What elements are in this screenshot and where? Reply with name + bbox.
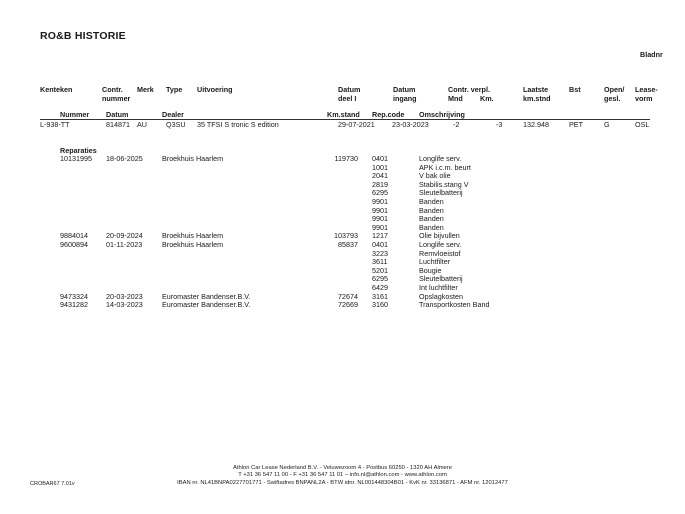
repair-omschrijving: Int luchtfilter xyxy=(419,283,458,292)
header-vorm: vorm xyxy=(635,94,653,103)
vehicle-laatste-km: 132.948 xyxy=(523,120,549,129)
vehicle-uitvoering: 35 TFSI S tronic S edition xyxy=(197,120,279,129)
header-deel-i: deel I xyxy=(338,94,357,103)
repair-dealer: Broekhuis Haarlem xyxy=(162,240,224,249)
header-lease: Lease- xyxy=(635,85,658,94)
header-mnd: Mnd xyxy=(448,94,463,103)
repair-dealer: Euromaster Bandenser.B.V. xyxy=(162,300,251,310)
header-gesl: gesl. xyxy=(604,94,621,103)
repair-datum: 20-09-2024 xyxy=(106,231,143,241)
repair-omschrijving: Remvloeistof xyxy=(419,248,461,258)
repair-dealer: Broekhuis Haarlem xyxy=(162,231,224,241)
repair-omschrijving: Stabilis.stang V xyxy=(419,179,469,189)
repair-code: 9901 xyxy=(372,214,388,224)
header-km-stnd: km.stnd xyxy=(523,94,551,103)
repair-code: 9901 xyxy=(372,205,388,215)
repair-code: 6295 xyxy=(372,274,388,284)
repair-code: 2819 xyxy=(372,179,388,189)
footer-bank: IBAN nr. NL41BNPA0227701771 - Swiftadres BNPANL2A - BTW idnr. NL001448304B01 - KvK nr. 33136871 - AFM nr. 12012477 xyxy=(177,480,508,486)
repair-omschrijving: Banden xyxy=(419,214,444,224)
repair-code: 1217 xyxy=(372,231,388,241)
repair-code: 5201 xyxy=(372,265,388,275)
vehicle-lease: OSL xyxy=(635,120,650,129)
repair-omschrijving: Opslagkosten xyxy=(419,291,463,301)
repair-code: 0401 xyxy=(372,154,388,163)
header-nummer-contract: nummer xyxy=(102,94,131,103)
repair-dealer: Broekhuis Haarlem xyxy=(162,154,224,163)
header-datum-deel: Datum xyxy=(338,85,361,94)
header-datum-ingang: Datum xyxy=(393,85,416,94)
repair-code: 3611 xyxy=(372,257,388,267)
repair-omschrijving: Olie bijvullen xyxy=(419,231,460,241)
header-ingang: ingang xyxy=(393,94,417,103)
repair-dealer: Euromaster Bandenser.B.V. xyxy=(162,291,251,301)
repair-omschrijving: APK i.c.m. beurt xyxy=(419,162,471,172)
form-code: CROBAR67 7.01v xyxy=(30,481,75,487)
repair-omschrijving: V bak olie xyxy=(419,171,451,181)
repair-kmstand: 85837 xyxy=(338,240,358,249)
repair-omschrijving: Sleutelbatterij xyxy=(419,188,463,198)
repair-omschrijving: Longlife serv. xyxy=(419,154,462,163)
header-contr-verpl: Contr. verpl. xyxy=(448,85,490,94)
repair-nummer: 9884014 xyxy=(60,231,88,241)
repair-datum: 01-11-2023 xyxy=(106,240,143,249)
repair-code: 3223 xyxy=(372,248,388,258)
repair-omschrijving: Transportkosten Band xyxy=(419,300,490,310)
header-open: Open/ xyxy=(604,85,625,94)
repair-code: 9901 xyxy=(372,197,388,206)
vehicle-type: Q3SU xyxy=(166,120,186,129)
header-merk: Merk xyxy=(137,85,154,94)
repair-omschrijving: Banden xyxy=(419,197,444,206)
repair-omschrijving: Longlife serv. xyxy=(419,240,462,249)
header-bst: Bst xyxy=(569,85,581,94)
vehicle-contract: 814871 xyxy=(106,120,130,129)
repair-nummer: 9431282 xyxy=(60,300,88,310)
repair-kmstand: 72669 xyxy=(338,300,358,310)
header-omschrijving: Omschrijving xyxy=(419,110,465,119)
header-repair-nummer: Nummer xyxy=(60,110,90,119)
repair-code: 3160 xyxy=(372,300,388,310)
repair-code: 9901 xyxy=(372,222,388,232)
footer-contact: T +31 36 547 11 00 - F +31 36 547 11 01 – info.nl@athlon.com - www.athlon.com xyxy=(238,472,447,478)
repair-omschrijving: Luchtfilter xyxy=(419,257,451,267)
repair-kmstand: 119730 xyxy=(334,154,358,163)
repair-code: 6429 xyxy=(372,283,388,292)
repair-code: 3161 xyxy=(372,291,388,301)
header-km: Km. xyxy=(480,94,494,103)
header-laatste: Laatste xyxy=(523,85,549,94)
vehicle-bst: PET xyxy=(569,120,583,129)
vehicle-km: -3 xyxy=(496,120,503,129)
vehicle-datum-deel: 29-07-2021 xyxy=(338,120,375,129)
repair-nummer: 9473324 xyxy=(60,291,88,301)
header-kenteken: Kenteken xyxy=(40,85,73,94)
header-type: Type xyxy=(166,85,183,94)
repair-kmstand: 72674 xyxy=(338,291,358,301)
repair-nummer: 10131995 xyxy=(60,154,92,163)
repair-code: 1001 xyxy=(372,162,388,172)
header-repair-datum: Datum xyxy=(106,110,129,119)
repair-datum: 20-03-2023 xyxy=(106,291,143,301)
repair-code: 6295 xyxy=(372,188,388,198)
repair-omschrijving: Sleutelbatterij xyxy=(419,274,463,284)
header-repcode: Rep.code xyxy=(372,110,405,119)
header-contr: Contr. xyxy=(102,85,123,94)
vehicle-datum-ingang: 23-03-2023 xyxy=(392,120,429,129)
vehicle-merk: AU xyxy=(137,120,147,129)
page-title: RO&B HISTORIE xyxy=(40,30,126,42)
repair-omschrijving: Banden xyxy=(419,222,444,232)
vehicle-kenteken: L-938-TT xyxy=(40,120,70,129)
repair-omschrijving: Bougie xyxy=(419,265,442,275)
repair-datum: 18-06-2025 xyxy=(106,154,143,163)
header-dealer: Dealer xyxy=(162,110,184,119)
vehicle-open: G xyxy=(604,120,610,129)
vehicle-mnd: -2 xyxy=(453,120,460,129)
footer-address: Athlon Car Lease Nederland B.V. - Veluwezoom 4 - Postbus 60250 - 1320 AH Almere xyxy=(233,465,452,471)
repair-omschrijving: Banden xyxy=(419,205,444,215)
repair-datum: 14-03-2023 xyxy=(106,300,143,310)
header-uitvoering: Uitvoering xyxy=(197,85,233,94)
repair-kmstand: 103793 xyxy=(334,231,358,241)
reparaties-label: Reparaties xyxy=(60,146,97,155)
repair-code: 2041 xyxy=(372,171,388,181)
repair-code: 0401 xyxy=(372,240,388,249)
header-kmstand: Km.stand xyxy=(327,110,360,119)
repair-nummer: 9600894 xyxy=(60,240,88,249)
bladnr-label: Bladnr xyxy=(640,50,663,59)
